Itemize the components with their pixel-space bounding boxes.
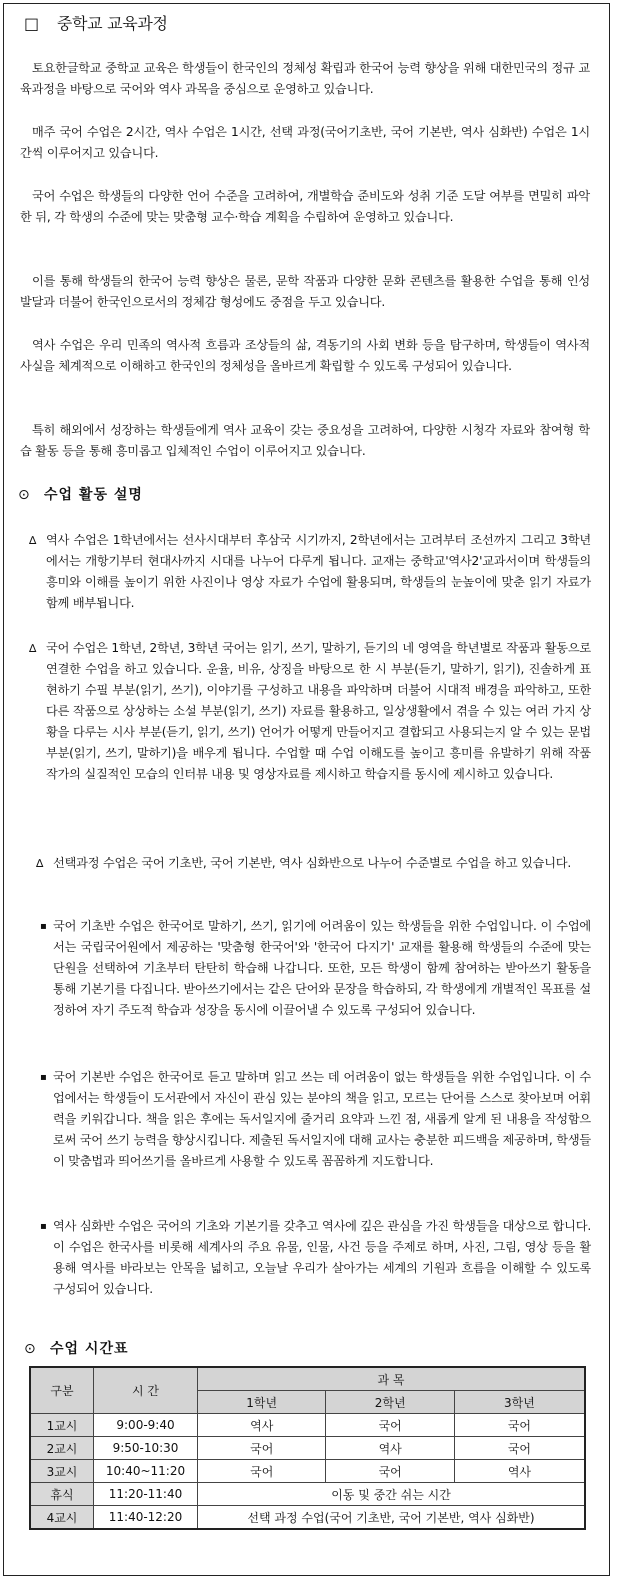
section-heading-activities	[18, 484, 143, 506]
subject-cell: 역사	[198, 1414, 326, 1437]
period-cell: 4교시	[30, 1506, 94, 1530]
intro-paragraph: 특히 해외에서 성장하는 학생들에게 역사 교육이 갖는 중요성을 고려하여, 다양한 시청각 자료와 참여형 학습 활동 등을 통해 흥미롭고 입체적인 수업이 이루어지고 있습니다.	[20, 423, 590, 458]
subject-cell: 국어	[198, 1437, 326, 1460]
table-row	[30, 1506, 585, 1530]
section-heading-text: 수업 시간표	[50, 1341, 129, 1357]
header-time: 시 간	[94, 1367, 198, 1414]
sub-activity-text: 역사 심화반 수업은 국어의 기초와 기본기를 갖추고 역사에 깊은 관심을 가진 학생들을 대상으로 합니다. 이 수업은 한국사를 비롯해 세계사의 주요 유물, 인물, 사건 등을 주제로 하며, 사진, 그림, 영상 등을 활용해 역사를 바라보는 안목을 넓히고, 오늘날 우리가 살아가는 세계의 기원과 흐름을 이해할 수 있도록 구성되어 있습니다.	[53, 1219, 591, 1296]
table-row	[30, 1483, 585, 1506]
sub-activity-item	[40, 1067, 591, 1172]
sub-activity-text: 국어 기초반 수업은 한국어로 말하기, 쓰기, 읽기에 어려움이 있는 학생들을 위한 수업입니다. 이 수업에서는 국립국어원에서 제공하는 '맞춤형 한국어'와 '한국어 다지기' 교재를 활용해 학생들의 수준에 맞는 단원을 선택하여 기초부터 탄탄히 학습해 나갑니다. 또한, 모든 학생이 함께 참여하는 받아쓰기 활동을 통해 기본기를 다집니다. 받아쓰기에서는 같은 단어와 문장을 학습하되, 각 학생에게 개별적인 목표를 설정하여 자기 주도적 학습과 성장을 동시에 이끌어낼 수 있도록 구성되어 있습니다.	[53, 919, 591, 1017]
period-cell: 3교시	[30, 1460, 94, 1483]
sub-activity-text: 국어 기본반 수업은 한국어로 듣고 말하며 읽고 쓰는 데 어려움이 없는 학생들을 위한 수업입니다. 이 수업에서는 학생들이 도서관에서 자신이 관심 있는 분야의 책을 읽고, 모르는 단어를 스스로 찾아보며 어휘력을 키워갑니다. 책을 읽은 후에는 독서일지에 줄거리 요약과 느낀 점, 새롭게 알게 된 내용을 작성함으로써 국어 쓰기 능력을 향상시킵니다. 제출된 독서일지에 대해 교사는 충분한 피드백을 제공하며, 학생들이 맞춤법과 띄어쓰기를 올바르게 사용할 수 있도록 꼼꼼하게 지도합니다.	[53, 1070, 591, 1168]
table-row	[30, 1437, 585, 1460]
header-grade: 1학년	[198, 1391, 326, 1414]
subject-cell: 국어	[326, 1460, 454, 1483]
subject-cell: 국어	[198, 1460, 326, 1483]
header-grade: 2학년	[326, 1391, 454, 1414]
document-page	[3, 3, 610, 1576]
table-row	[30, 1460, 585, 1483]
triangle-icon: ∆	[36, 857, 44, 870]
break-cell: 이동 및 중간 쉬는 시간	[198, 1483, 586, 1506]
header-grade: 3학년	[454, 1391, 585, 1414]
intro-paragraph: 국어 수업은 학생들의 다양한 언어 수준을 고려하여, 개별학습 준비도와 성취 기준 도달 여부를 면밀히 파악한 뒤, 각 학생의 수준에 맞는 맞춤형 교수·학습 계획을 수립하여 운영하고 있습니다.	[20, 189, 590, 224]
activity-item	[29, 530, 591, 614]
header-division: 구분	[30, 1367, 94, 1414]
page-title	[24, 12, 168, 36]
circle-dot-icon: ⊙	[18, 487, 31, 503]
time-cell: 9:00-9:40	[94, 1414, 198, 1437]
header-subject: 과 목	[198, 1367, 586, 1391]
square-bullet-icon: ▪	[40, 1221, 47, 1232]
subject-cell: 국어	[454, 1414, 585, 1437]
circle-dot-icon: ⊙	[24, 1341, 37, 1357]
square-bullet-icon: ▪	[40, 921, 47, 932]
page-title-text: 중학교 교육과정	[56, 14, 168, 33]
elective-cell: 선택 과정 수업(국어 기초반, 국어 기본반, 역사 심화반)	[198, 1506, 586, 1530]
subject-cell: 역사	[454, 1460, 585, 1483]
activity-item-text: 역사 수업은 1학년에서는 선사시대부터 후삼국 시기까지, 2학년에서는 고려부터 조선까지 그리고 3학년에서는 개항기부터 현대사까지 시대를 나누어 다루게 됩니다. 교재는 중학교'역사2'교과서이며 학생들의 흥미와 이해를 높이기 위한 사진이나 영상 자료가 수업에 활용되며, 학생들의 눈높이에 맞춘 읽기 자료가 함께 배부됩니다.	[46, 533, 591, 610]
time-cell: 11:40-12:20	[94, 1506, 198, 1530]
subject-cell: 국어	[454, 1437, 585, 1460]
square-bullet-icon: ▪	[40, 1072, 47, 1083]
square-icon: □	[24, 14, 39, 33]
activity-item	[29, 638, 591, 785]
section-heading-schedule	[24, 1338, 129, 1360]
sub-activity-item	[40, 1216, 591, 1300]
period-cell: 2교시	[30, 1437, 94, 1460]
schedule-table	[29, 1366, 586, 1530]
table-row	[30, 1414, 585, 1437]
sub-activity-item	[40, 916, 591, 1021]
activity-item	[36, 853, 591, 874]
activity-item-text: 선택과정 수업은 국어 기초반, 국어 기본반, 역사 심화반으로 나누어 수준별로 수업을 하고 있습니다.	[53, 856, 572, 870]
time-cell: 10:40~11:20	[94, 1460, 198, 1483]
period-cell: 1교시	[30, 1414, 94, 1437]
section-heading-text: 수업 활동 설명	[44, 487, 143, 503]
intro-paragraph: 역사 수업은 우리 민족의 역사적 흐름과 조상들의 삶, 격동기의 사회 변화 등을 탐구하며, 학생들이 역사적 사실을 체계적으로 이해하고 한국인의 정체성을 올바르게 확립할 수 있도록 구성되어 있습니다.	[20, 338, 590, 373]
time-cell: 9:50-10:30	[94, 1437, 198, 1460]
triangle-icon: ∆	[29, 534, 37, 547]
triangle-icon: ∆	[29, 642, 37, 655]
intro-paragraph: 매주 국어 수업은 2시간, 역사 수업은 1시간, 선택 과정(국어기초반, 국어 기본반, 역사 심화반) 수업은 1시간씩 이루어지고 있습니다.	[20, 125, 590, 160]
activity-item-text: 국어 수업은 1학년, 2학년, 3학년 국어는 읽기, 쓰기, 말하기, 듣기의 네 영역을 학년별로 작품과 활동으로 연결한 수업을 하고 있습니다. 운율, 비유, 상징을 바탕으로 한 시 부분(듣기, 말하기, 읽기), 진솔하게 표현하기 수필 부분(읽기, 쓰기), 이야기를 구성하고 내용을 파악하며 더불어 시대적 배경을 파악하고, 또한 다른 작품으로 상상하는 소설 부분(읽기, 쓰기) 자료를 활용하고, 일상생활에서 겪을 수 있는 여러 가지 상황을 다루는 시사 부분(듣기, 읽기, 쓰기) 언어가 어떻게 만들어지고 결합되고 사용되는지 알 수 있는 문법 부분(읽기, 쓰기, 말하기)을 배우게 됩니다. 수업할 때 수업 이해도를 높이고 흥미를 유발하기 위해 작품 작가의 실질적인 모습의 인터뷰 내용 및 영상자료를 제시하고 학습지를 동시에 제시하고 있습니다.	[46, 641, 591, 781]
intro-paragraph: 이를 통해 학생들의 한국어 능력 향상은 물론, 문학 작품과 다양한 문화 콘텐츠를 활용한 수업을 통해 인성 발달과 더불어 한국인으로서의 정체감 형성에도 중점을 두고 있습니다.	[20, 274, 590, 309]
subject-cell: 역사	[326, 1437, 454, 1460]
period-cell: 휴식	[30, 1483, 94, 1506]
intro-paragraph: 토요한글학교 중학교 교육은 학생들이 한국인의 정체성 확립과 한국어 능력 향상을 위해 대한민국의 정규 교육과정을 바탕으로 국어와 역사 과목을 중심으로 운영하고 있습니다.	[20, 61, 590, 96]
subject-cell: 국어	[326, 1414, 454, 1437]
time-cell: 11:20-11:40	[94, 1483, 198, 1506]
